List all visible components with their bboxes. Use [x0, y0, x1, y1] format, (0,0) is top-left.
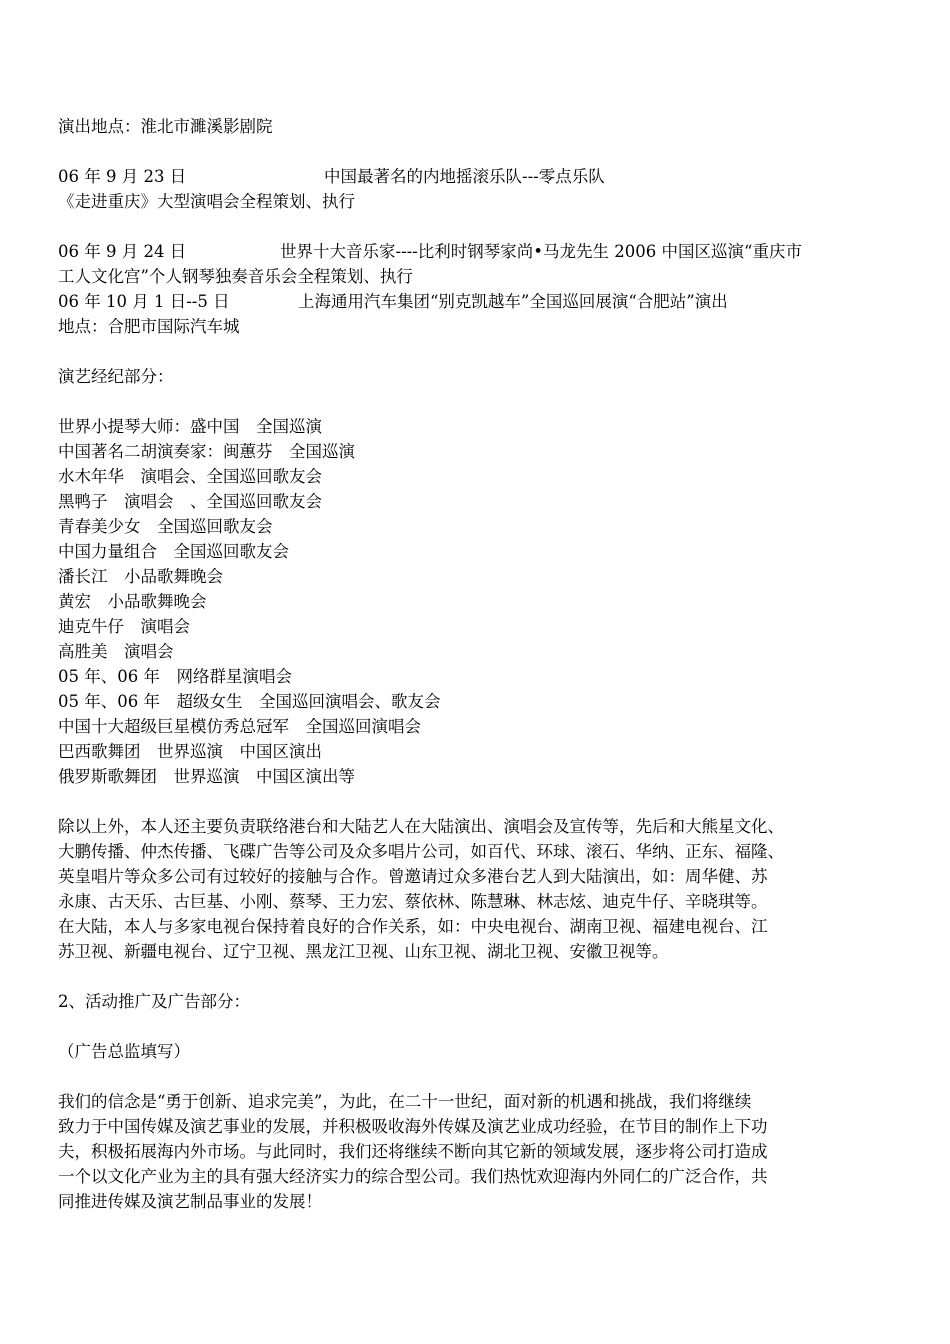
artist-item: 青春美少女 全国巡回歌友会	[58, 517, 273, 536]
artist-item: 俄罗斯歌舞团 世界巡演 中国区演出等	[58, 767, 355, 786]
ad-director-note: （广告总监填写）	[58, 1042, 190, 1061]
artist-item: 黄宏 小品歌舞晚会	[58, 592, 207, 611]
paragraph-line: 我们的信念是“勇于创新、追求完美”，为此，在二十一世纪，面对新的机遇和挑战，我们将继续	[58, 1092, 752, 1111]
event-1-date: 06 年 9 月 23 日	[58, 167, 187, 186]
artist-item: 迪克牛仔 演唱会	[58, 617, 190, 636]
artist-item: 潘长江 小品歌舞晚会	[58, 567, 223, 586]
artist-item: 巴西歌舞团 世界巡演 中国区演出	[58, 742, 322, 761]
artist-item: 高胜美 演唱会	[58, 642, 174, 661]
artist-item: 05 年、06 年 超级女生 全国巡回演唱会、歌友会	[58, 692, 441, 711]
event-2-title: 世界十大音乐家----比利时钢琴家尚•马龙先生 2006 中国区巡演“重庆市	[280, 242, 802, 261]
event-2-date: 06 年 9 月 24 日	[58, 242, 187, 261]
event-1-continuation: 《走进重庆》大型演唱会全程策划、执行	[58, 192, 355, 211]
artist-list	[58, 414, 894, 789]
artist-item: 世界小提琴大师：盛中国 全国巡演	[58, 417, 322, 436]
artist-item: 黑鸭子 演唱会 、全国巡回歌友会	[58, 492, 322, 511]
event-3-date: 06 年 10 月 1 日--5 日	[58, 292, 230, 311]
paragraph-line: 致力于中国传媒及演艺事业的发展，并积极吸收海外传媒及演艺业成功经验，在节目的制作上下功	[58, 1117, 768, 1136]
paragraph-line: 除以上外，本人还主要负责联络港台和大陆艺人在大陆演出、演唱会及宣传等，先后和大熊星文化、	[58, 817, 784, 836]
artist-item: 中国十大超级巨星模仿秀总冠军 全国巡回演唱会	[58, 717, 421, 736]
paragraph-line: 同推进传媒及演艺制品事业的发展！	[58, 1192, 322, 1211]
document-page	[58, 114, 894, 1214]
event-2-continuation: 工人文化宫”个人钢琴独奏音乐会全程策划、执行	[58, 267, 413, 286]
paragraph-line: 英皇唱片等众多公司有过较好的接触与合作。曾邀请过众多港台艺人到大陆演出，如：周华健、苏	[58, 867, 768, 886]
artist-item: 05 年、06 年 网络群星演唱会	[58, 667, 292, 686]
artist-item: 中国著名二胡演奏家：闽蕙芬 全国巡演	[58, 442, 355, 461]
paragraph-line: 永康、古天乐、古巨基、小刚、蔡琴、王力宏、蔡依林、陈慧琳、林志炫、迪克牛仔、辛晓琪等。	[58, 892, 768, 911]
paragraph-line: 一个以文化产业为主的具有强大经济实力的综合型公司。我们热忱欢迎海内外同仁的广泛合作，共	[58, 1167, 768, 1186]
agency-heading: 演艺经纪部分：	[58, 367, 174, 386]
section-2-heading: 2、活动推广及广告部分：	[58, 992, 250, 1011]
artist-item: 中国力量组合 全国巡回歌友会	[58, 542, 289, 561]
paragraph-line: 夫，积极拓展海内外市场。与此同时，我们还将继续不断向其它新的领域发展，逐步将公司打造成	[58, 1142, 768, 1161]
event-3-continuation: 地点：合肥市国际汽车城	[58, 317, 240, 336]
event-2	[58, 239, 894, 264]
liaison-paragraph	[58, 814, 894, 964]
closing-paragraph	[58, 1089, 894, 1214]
paragraph-line: 大鹏传播、仲杰传播、飞碟广告等公司及众多唱片公司，如百代、环球、滚石、华纳、正东、福隆、	[58, 842, 784, 861]
event-3	[58, 289, 894, 314]
event-1	[58, 164, 894, 189]
paragraph-line: 苏卫视、新疆电视台、辽宁卫视、黑龙江卫视、山东卫视、湖北卫视、安徽卫视等。	[58, 942, 669, 961]
venue-line: 演出地点：淮北市濉溪影剧院	[58, 117, 273, 136]
event-1-title: 中国最著名的内地摇滚乐队---零点乐队	[324, 167, 605, 186]
event-3-title: 上海通用汽车集团“别克凯越车”全国巡回展演“合肥站”演出	[298, 292, 728, 311]
artist-item: 水木年华 演唱会、全国巡回歌友会	[58, 467, 322, 486]
paragraph-line: 在大陆，本人与多家电视台保持着良好的合作关系，如：中央电视台、湖南卫视、福建电视台、江	[58, 917, 768, 936]
